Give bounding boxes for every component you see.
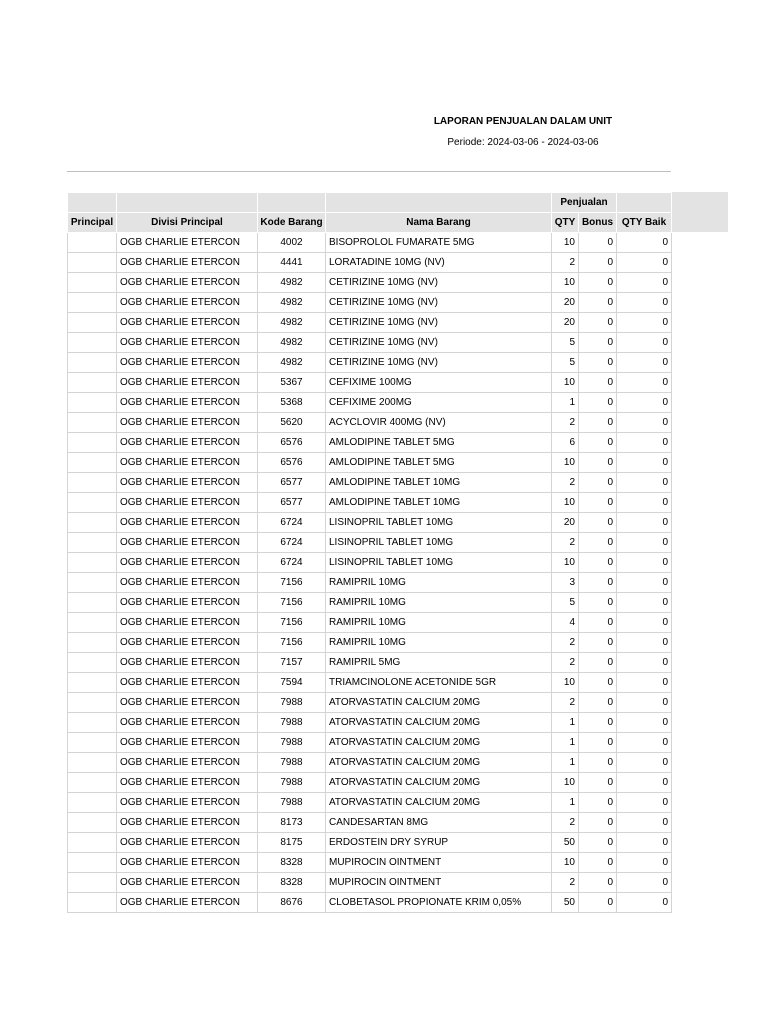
cell-qty: 50 <box>552 893 579 913</box>
cell-principal <box>68 233 117 253</box>
cell-bonus: 0 <box>579 813 617 833</box>
cell-kode-barang: 7156 <box>258 573 326 593</box>
cell-qty-baik: 0 <box>617 513 672 533</box>
cell-nama-barang: ATORVASTATIN CALCIUM 20MG <box>326 733 552 753</box>
cell-nama-barang: ATORVASTATIN CALCIUM 20MG <box>326 753 552 773</box>
cell-qty: 20 <box>552 293 579 313</box>
cell-divisi-principal: OGB CHARLIE ETERCON <box>117 753 258 773</box>
table-row <box>68 273 672 293</box>
cell-kode-barang: 7988 <box>258 693 326 713</box>
cell-bonus: 0 <box>579 633 617 653</box>
cell-nama-barang: LORATADINE 10MG (NV) <box>326 253 552 273</box>
divider <box>67 171 671 172</box>
cell-kode-barang: 7988 <box>258 773 326 793</box>
cell-divisi-principal: OGB CHARLIE ETERCON <box>117 853 258 873</box>
cell-divisi-principal: OGB CHARLIE ETERCON <box>117 273 258 293</box>
cell-qty-baik: 0 <box>617 353 672 373</box>
cell-kode-barang: 6577 <box>258 473 326 493</box>
cell-bonus: 0 <box>579 393 617 413</box>
cell-nama-barang: ATORVASTATIN CALCIUM 20MG <box>326 693 552 713</box>
cell-qty: 2 <box>552 633 579 653</box>
cell-nama-barang: CETIRIZINE 10MG (NV) <box>326 293 552 313</box>
cell-divisi-principal: OGB CHARLIE ETERCON <box>117 793 258 813</box>
cell-nama-barang: ERDOSTEIN DRY SYRUP <box>326 833 552 853</box>
table-row <box>68 833 672 853</box>
cell-nama-barang: LISINOPRIL TABLET 10MG <box>326 533 552 553</box>
cell-bonus: 0 <box>579 733 617 753</box>
table-row <box>68 873 672 893</box>
table-body <box>68 233 672 913</box>
cell-qty-baik: 0 <box>617 553 672 573</box>
cell-principal <box>68 353 117 373</box>
cell-bonus: 0 <box>579 253 617 273</box>
cell-bonus: 0 <box>579 353 617 373</box>
cell-bonus: 0 <box>579 773 617 793</box>
cell-qty: 1 <box>552 393 579 413</box>
cell-qty-baik: 0 <box>617 393 672 413</box>
cell-kode-barang: 7988 <box>258 713 326 733</box>
cell-principal <box>68 473 117 493</box>
cell-nama-barang: AMLODIPINE TABLET 10MG <box>326 493 552 513</box>
table-row <box>68 773 672 793</box>
cell-nama-barang: LISINOPRIL TABLET 10MG <box>326 513 552 533</box>
cell-principal <box>68 493 117 513</box>
cell-qty: 10 <box>552 373 579 393</box>
cell-principal <box>68 753 117 773</box>
cell-nama-barang: RAMIPRIL 5MG <box>326 653 552 673</box>
table-row <box>68 733 672 753</box>
report-period: Periode: 2024-03-06 - 2024-03-06 <box>447 137 599 148</box>
cell-kode-barang: 6577 <box>258 493 326 513</box>
cell-qty: 10 <box>552 773 579 793</box>
cell-nama-barang: TRIAMCINOLONE ACETONIDE 5GR <box>326 673 552 693</box>
table-row <box>68 633 672 653</box>
cell-principal <box>68 733 117 753</box>
cell-divisi-principal: OGB CHARLIE ETERCON <box>117 413 258 433</box>
cell-qty-baik: 0 <box>617 253 672 273</box>
cell-principal <box>68 713 117 733</box>
cell-principal <box>68 793 117 813</box>
cell-qty: 10 <box>552 673 579 693</box>
cell-principal <box>68 653 117 673</box>
cell-principal <box>68 453 117 473</box>
cell-kode-barang: 5367 <box>258 373 326 393</box>
table-row <box>68 893 672 913</box>
table-row <box>68 573 672 593</box>
cell-kode-barang: 8328 <box>258 873 326 893</box>
table-row <box>68 253 672 273</box>
cell-qty-baik: 0 <box>617 813 672 833</box>
table-row <box>68 453 672 473</box>
cell-qty-baik: 0 <box>617 533 672 553</box>
table-row <box>68 793 672 813</box>
cell-divisi-principal: OGB CHARLIE ETERCON <box>117 373 258 393</box>
cell-divisi-principal: OGB CHARLIE ETERCON <box>117 733 258 753</box>
table-row <box>68 713 672 733</box>
cell-qty-baik: 0 <box>617 573 672 593</box>
cell-bonus: 0 <box>579 513 617 533</box>
cell-qty: 2 <box>552 413 579 433</box>
table-row <box>68 673 672 693</box>
cell-qty-baik: 0 <box>617 693 672 713</box>
cell-bonus: 0 <box>579 313 617 333</box>
cell-qty: 6 <box>552 433 579 453</box>
cell-kode-barang: 7594 <box>258 673 326 693</box>
cell-nama-barang: RAMIPRIL 10MG <box>326 633 552 653</box>
cell-qty: 5 <box>552 353 579 373</box>
cell-qty: 2 <box>552 653 579 673</box>
cell-principal <box>68 393 117 413</box>
cell-bonus: 0 <box>579 793 617 813</box>
cell-principal <box>68 673 117 693</box>
cell-bonus: 0 <box>579 833 617 853</box>
cell-bonus: 0 <box>579 593 617 613</box>
cell-divisi-principal: OGB CHARLIE ETERCON <box>117 333 258 353</box>
cell-nama-barang: BISOPROLOL FUMARATE 5MG <box>326 233 552 253</box>
cell-qty: 50 <box>552 833 579 853</box>
cell-kode-barang: 4982 <box>258 293 326 313</box>
cell-nama-barang: AMLODIPINE TABLET 5MG <box>326 453 552 473</box>
cell-qty: 4 <box>552 613 579 633</box>
cell-kode-barang: 7988 <box>258 753 326 773</box>
cell-qty-baik: 0 <box>617 613 672 633</box>
header-blank <box>326 193 552 213</box>
cell-qty-baik: 0 <box>617 453 672 473</box>
cell-bonus: 0 <box>579 453 617 473</box>
cell-nama-barang: ATORVASTATIN CALCIUM 20MG <box>326 793 552 813</box>
cell-kode-barang: 7988 <box>258 733 326 753</box>
cell-qty-baik: 0 <box>617 273 672 293</box>
cell-kode-barang: 8175 <box>258 833 326 853</box>
cell-kode-barang: 4002 <box>258 233 326 253</box>
cell-principal <box>68 293 117 313</box>
cell-divisi-principal: OGB CHARLIE ETERCON <box>117 653 258 673</box>
cell-nama-barang: RAMIPRIL 10MG <box>326 593 552 613</box>
cell-principal <box>68 413 117 433</box>
cell-divisi-principal: OGB CHARLIE ETERCON <box>117 233 258 253</box>
cell-qty: 1 <box>552 753 579 773</box>
cell-kode-barang: 7988 <box>258 793 326 813</box>
table-row <box>68 393 672 413</box>
cell-divisi-principal: OGB CHARLIE ETERCON <box>117 773 258 793</box>
cell-principal <box>68 553 117 573</box>
cell-qty-baik: 0 <box>617 753 672 773</box>
cell-divisi-principal: OGB CHARLIE ETERCON <box>117 353 258 373</box>
header-qty-baik: QTY Baik <box>617 213 672 233</box>
cell-divisi-principal: OGB CHARLIE ETERCON <box>117 433 258 453</box>
cell-nama-barang: LISINOPRIL TABLET 10MG <box>326 553 552 573</box>
cell-bonus: 0 <box>579 893 617 913</box>
cell-nama-barang: CETIRIZINE 10MG (NV) <box>326 353 552 373</box>
cell-kode-barang: 6576 <box>258 453 326 473</box>
table-row <box>68 813 672 833</box>
cell-nama-barang: ACYCLOVIR 400MG (NV) <box>326 413 552 433</box>
cell-qty: 10 <box>552 553 579 573</box>
cell-qty: 2 <box>552 873 579 893</box>
cell-qty: 2 <box>552 813 579 833</box>
cell-principal <box>68 853 117 873</box>
header-principal: Principal <box>68 213 117 233</box>
cell-principal <box>68 833 117 853</box>
cell-qty-baik: 0 <box>617 313 672 333</box>
cell-principal <box>68 773 117 793</box>
cell-bonus: 0 <box>579 573 617 593</box>
cell-kode-barang: 4982 <box>258 333 326 353</box>
cell-divisi-principal: OGB CHARLIE ETERCON <box>117 893 258 913</box>
cell-qty: 10 <box>552 273 579 293</box>
cell-bonus: 0 <box>579 853 617 873</box>
cell-bonus: 0 <box>579 873 617 893</box>
cell-qty: 20 <box>552 513 579 533</box>
cell-bonus: 0 <box>579 233 617 253</box>
table-row <box>68 373 672 393</box>
cell-qty: 2 <box>552 693 579 713</box>
table-row <box>68 233 672 253</box>
cell-nama-barang: MUPIROCIN OINTMENT <box>326 873 552 893</box>
cell-divisi-principal: OGB CHARLIE ETERCON <box>117 813 258 833</box>
cell-bonus: 0 <box>579 413 617 433</box>
cell-nama-barang: CETIRIZINE 10MG (NV) <box>326 333 552 353</box>
cell-qty-baik: 0 <box>617 593 672 613</box>
cell-nama-barang: AMLODIPINE TABLET 5MG <box>326 433 552 453</box>
cell-kode-barang: 4982 <box>258 273 326 293</box>
cell-kode-barang: 6576 <box>258 433 326 453</box>
cell-qty: 2 <box>552 253 579 273</box>
table-row <box>68 593 672 613</box>
table-row <box>68 493 672 513</box>
header-divisi-principal: Divisi Principal <box>117 213 258 233</box>
cell-kode-barang: 4982 <box>258 353 326 373</box>
table-row <box>68 353 672 373</box>
table-row <box>68 293 672 313</box>
cell-qty-baik: 0 <box>617 493 672 513</box>
cell-principal <box>68 333 117 353</box>
cell-qty: 5 <box>552 333 579 353</box>
cell-principal <box>68 273 117 293</box>
cell-qty: 3 <box>552 573 579 593</box>
cell-qty-baik: 0 <box>617 473 672 493</box>
cell-bonus: 0 <box>579 693 617 713</box>
header-bonus: Bonus <box>579 213 617 233</box>
cell-principal <box>68 573 117 593</box>
cell-divisi-principal: OGB CHARLIE ETERCON <box>117 633 258 653</box>
cell-divisi-principal: OGB CHARLIE ETERCON <box>117 253 258 273</box>
table-row <box>68 513 672 533</box>
cell-qty-baik: 0 <box>617 833 672 853</box>
cell-kode-barang: 4982 <box>258 313 326 333</box>
cell-qty-baik: 0 <box>617 433 672 453</box>
cell-bonus: 0 <box>579 273 617 293</box>
cell-qty-baik: 0 <box>617 673 672 693</box>
table-row <box>68 473 672 493</box>
cell-nama-barang: RAMIPRIL 10MG <box>326 573 552 593</box>
cell-nama-barang: ATORVASTATIN CALCIUM 20MG <box>326 773 552 793</box>
cell-qty: 1 <box>552 713 579 733</box>
cell-divisi-principal: OGB CHARLIE ETERCON <box>117 293 258 313</box>
table-row <box>68 753 672 773</box>
cell-qty: 1 <box>552 733 579 753</box>
cell-qty-baik: 0 <box>617 793 672 813</box>
header-blank <box>258 193 326 213</box>
cell-qty: 2 <box>552 533 579 553</box>
cell-nama-barang: MUPIROCIN OINTMENT <box>326 853 552 873</box>
cell-bonus: 0 <box>579 373 617 393</box>
cell-bonus: 0 <box>579 613 617 633</box>
cell-nama-barang: ATORVASTATIN CALCIUM 20MG <box>326 713 552 733</box>
cell-kode-barang: 8173 <box>258 813 326 833</box>
header-penjualan: Penjualan <box>552 193 617 213</box>
cell-nama-barang: CEFIXIME 200MG <box>326 393 552 413</box>
cell-qty: 5 <box>552 593 579 613</box>
cell-kode-barang: 8328 <box>258 853 326 873</box>
cell-divisi-principal: OGB CHARLIE ETERCON <box>117 313 258 333</box>
cell-bonus: 0 <box>579 473 617 493</box>
sales-table <box>67 192 672 913</box>
table-row <box>68 653 672 673</box>
cell-nama-barang: RAMIPRIL 10MG <box>326 613 552 633</box>
cell-divisi-principal: OGB CHARLIE ETERCON <box>117 713 258 733</box>
header-kode-barang: Kode Barang <box>258 213 326 233</box>
cell-qty-baik: 0 <box>617 333 672 353</box>
report-title: LAPORAN PENJUALAN DALAM UNIT <box>433 116 613 127</box>
cell-principal <box>68 693 117 713</box>
cell-qty: 10 <box>552 453 579 473</box>
cell-kode-barang: 7156 <box>258 613 326 633</box>
cell-principal <box>68 513 117 533</box>
cell-nama-barang: CLOBETASOL PROPIONATE KRIM 0,05% <box>326 893 552 913</box>
table-row <box>68 413 672 433</box>
cell-bonus: 0 <box>579 533 617 553</box>
cell-nama-barang: CETIRIZINE 10MG (NV) <box>326 313 552 333</box>
table-row <box>68 693 672 713</box>
cell-principal <box>68 813 117 833</box>
cell-kode-barang: 8676 <box>258 893 326 913</box>
cell-bonus: 0 <box>579 653 617 673</box>
cell-principal <box>68 373 117 393</box>
cell-principal <box>68 613 117 633</box>
cell-bonus: 0 <box>579 673 617 693</box>
header-blank <box>68 193 117 213</box>
table-row <box>68 433 672 453</box>
cell-kode-barang: 5368 <box>258 393 326 413</box>
cell-qty-baik: 0 <box>617 413 672 433</box>
table-row <box>68 613 672 633</box>
cell-principal <box>68 893 117 913</box>
cell-qty-baik: 0 <box>617 873 672 893</box>
cell-qty-baik: 0 <box>617 373 672 393</box>
cell-principal <box>68 253 117 273</box>
cell-bonus: 0 <box>579 293 617 313</box>
cell-divisi-principal: OGB CHARLIE ETERCON <box>117 873 258 893</box>
cell-bonus: 0 <box>579 493 617 513</box>
cell-bonus: 0 <box>579 753 617 773</box>
cell-divisi-principal: OGB CHARLIE ETERCON <box>117 613 258 633</box>
cell-nama-barang: CANDESARTAN 8MG <box>326 813 552 833</box>
cell-nama-barang: CEFIXIME 100MG <box>326 373 552 393</box>
cell-divisi-principal: OGB CHARLIE ETERCON <box>117 473 258 493</box>
cell-principal <box>68 873 117 893</box>
table-row <box>68 853 672 873</box>
cell-principal <box>68 433 117 453</box>
cell-qty: 20 <box>552 313 579 333</box>
cell-principal <box>68 313 117 333</box>
cell-bonus: 0 <box>579 713 617 733</box>
cell-divisi-principal: OGB CHARLIE ETERCON <box>117 533 258 553</box>
cell-divisi-principal: OGB CHARLIE ETERCON <box>117 393 258 413</box>
table-row <box>68 313 672 333</box>
header-blank <box>117 193 258 213</box>
table-row <box>68 553 672 573</box>
cell-kode-barang: 4441 <box>258 253 326 273</box>
cell-nama-barang: CETIRIZINE 10MG (NV) <box>326 273 552 293</box>
cell-divisi-principal: OGB CHARLIE ETERCON <box>117 833 258 853</box>
cell-qty: 10 <box>552 853 579 873</box>
cell-kode-barang: 6724 <box>258 513 326 533</box>
header-nama-barang: Nama Barang <box>326 213 552 233</box>
cell-divisi-principal: OGB CHARLIE ETERCON <box>117 693 258 713</box>
cell-qty-baik: 0 <box>617 733 672 753</box>
cell-qty-baik: 0 <box>617 853 672 873</box>
cell-divisi-principal: OGB CHARLIE ETERCON <box>117 513 258 533</box>
cell-divisi-principal: OGB CHARLIE ETERCON <box>117 593 258 613</box>
cell-divisi-principal: OGB CHARLIE ETERCON <box>117 453 258 473</box>
header-qty: QTY <box>552 213 579 233</box>
cell-kode-barang: 5620 <box>258 413 326 433</box>
cell-qty: 10 <box>552 233 579 253</box>
cell-kode-barang: 7156 <box>258 593 326 613</box>
cell-principal <box>68 633 117 653</box>
cell-kode-barang: 6724 <box>258 553 326 573</box>
cell-kode-barang: 6724 <box>258 533 326 553</box>
cell-divisi-principal: OGB CHARLIE ETERCON <box>117 573 258 593</box>
cell-nama-barang: AMLODIPINE TABLET 10MG <box>326 473 552 493</box>
cell-qty-baik: 0 <box>617 233 672 253</box>
cell-principal <box>68 533 117 553</box>
cell-qty-baik: 0 <box>617 773 672 793</box>
cell-qty-baik: 0 <box>617 293 672 313</box>
cell-bonus: 0 <box>579 553 617 573</box>
cell-qty-baik: 0 <box>617 713 672 733</box>
cell-qty: 10 <box>552 493 579 513</box>
cell-principal <box>68 593 117 613</box>
table-row <box>68 533 672 553</box>
cell-divisi-principal: OGB CHARLIE ETERCON <box>117 553 258 573</box>
header-blank <box>617 193 672 213</box>
cell-qty-baik: 0 <box>617 893 672 913</box>
cell-kode-barang: 7156 <box>258 633 326 653</box>
cell-qty: 1 <box>552 793 579 813</box>
cell-bonus: 0 <box>579 333 617 353</box>
table-row <box>68 333 672 353</box>
cell-divisi-principal: OGB CHARLIE ETERCON <box>117 493 258 513</box>
cell-qty-baik: 0 <box>617 633 672 653</box>
cell-qty-baik: 0 <box>617 653 672 673</box>
cell-kode-barang: 7157 <box>258 653 326 673</box>
cell-qty: 2 <box>552 473 579 493</box>
cell-bonus: 0 <box>579 433 617 453</box>
cell-divisi-principal: OGB CHARLIE ETERCON <box>117 673 258 693</box>
